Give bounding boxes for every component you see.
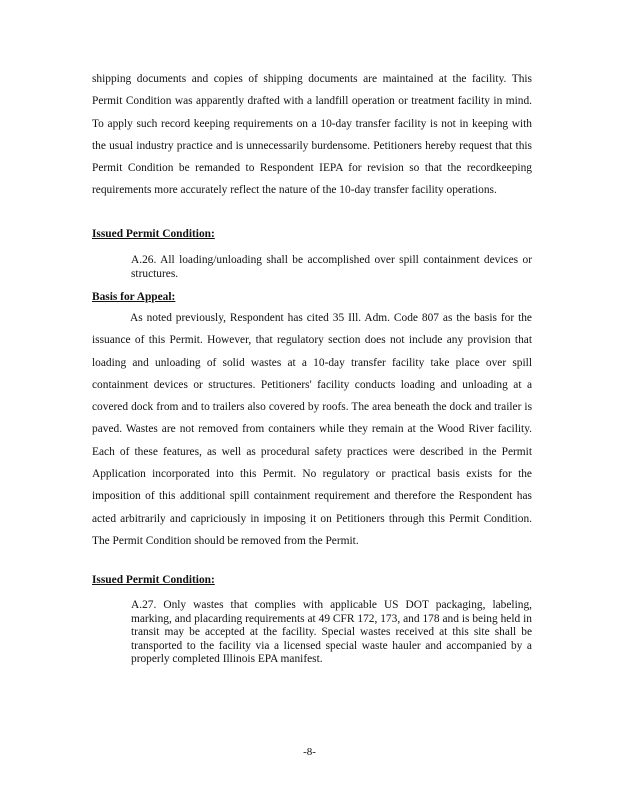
paragraph-recordkeeping: shipping documents and copies of shipping documents are maintained at the facility. This Permit Condition was apparently drafted with a landfill operation or treatment facility in mind. To apply such record keeping requirements on a 10-day transfer facility is not in keeping with the usual industry practice and is unnecessarily burdensome. Petitioners hereby request that this Permit Condition be remanded to Respondent IEPA for revision so that the recordkeeping requirements more accurately reflect the nature of the 10-day transfer facility operations. [92, 73, 532, 197]
paragraph-basis: As noted previously, Respondent has cited 35 Ill. Adm. Code 807 as the basis for the issuance of this Permit. However, that regulatory section does not include any provision that loading and unloading of solid wastes at a 10-day transfer facility take place over spill containment devices or structures. Petitioners' facility conducts loading and unloading at a covered dock from and to trailers also covered by roofs. The area beneath the dock and trailer is paved. Wastes are not removed from containers while they remain at the Wood River facility. Each of these features, as well as procedural safety practices were described in the Permit Application incorporated into this Permit. No regulatory or practical basis exists for the imposition of this additional spill containment requirement and therefore the Respondent has acted arbitrarily and capriciously in imposing it on Petitioners through this Permit Condition. The Permit Condition should be removed from the Permit. [92, 312, 532, 547]
heading-basis-for-appeal: Basis for Appeal: [92, 291, 176, 303]
heading-issued-permit-condition-2: Issued Permit Condition: [92, 574, 215, 586]
heading-issued-permit-condition: Issued Permit Condition: [92, 228, 215, 240]
page-number: -8- [303, 746, 316, 758]
condition-a27: A.27. Only wastes that complies with applicable US DOT packaging, labeling, marking, and placarding requirements at 49 CFR 172, 173, and 178 and is being held in transit may be accepted at the facility. Special wastes received at this site shall be transported to the facility via a licensed special waste hauler and accompanied by a properly completed Illinois EPA manifest. [131, 599, 532, 666]
condition-a26: A.26. All loading/unloading shall be accomplished over spill containment devices or structures. [131, 254, 532, 280]
